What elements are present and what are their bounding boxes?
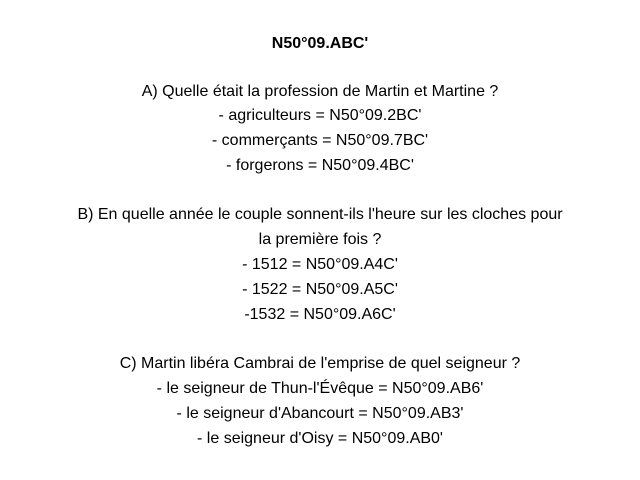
answer-a-3: - forgerons = N50°09.4BC' bbox=[226, 157, 414, 174]
answer-a-1: - agriculteurs = N50°09.2BC' bbox=[218, 107, 422, 124]
question-b-line2: la première fois ? bbox=[258, 231, 382, 248]
question-a: A) Quelle était la profession de Martin et Martine ? bbox=[141, 83, 499, 100]
question-c: C) Martin libéra Cambrai de l'emprise de quel seigneur ? bbox=[119, 355, 521, 372]
page-title: N50°09.ABC' bbox=[271, 35, 369, 52]
answer-b-2: - 1522 = N50°09.A5C' bbox=[242, 281, 398, 298]
answer-b-3: -1532 = N50°09.A6C' bbox=[244, 306, 396, 323]
answer-b-1: - 1512 = N50°09.A4C' bbox=[242, 256, 398, 273]
question-b-line1: B) En quelle année le couple sonnent-ils l'heure sur les cloches pour bbox=[77, 206, 563, 223]
answer-a-2: - commerçants = N50°09.7BC' bbox=[211, 132, 429, 149]
answer-c-3: - le seigneur d'Oisy = N50°09.AB0' bbox=[197, 430, 443, 447]
answer-c-1: - le seigneur de Thun-l'Évêque = N50°09.AB6' bbox=[156, 380, 484, 397]
answer-c-2: - le seigneur d'Abancourt = N50°09.AB3' bbox=[176, 405, 464, 422]
